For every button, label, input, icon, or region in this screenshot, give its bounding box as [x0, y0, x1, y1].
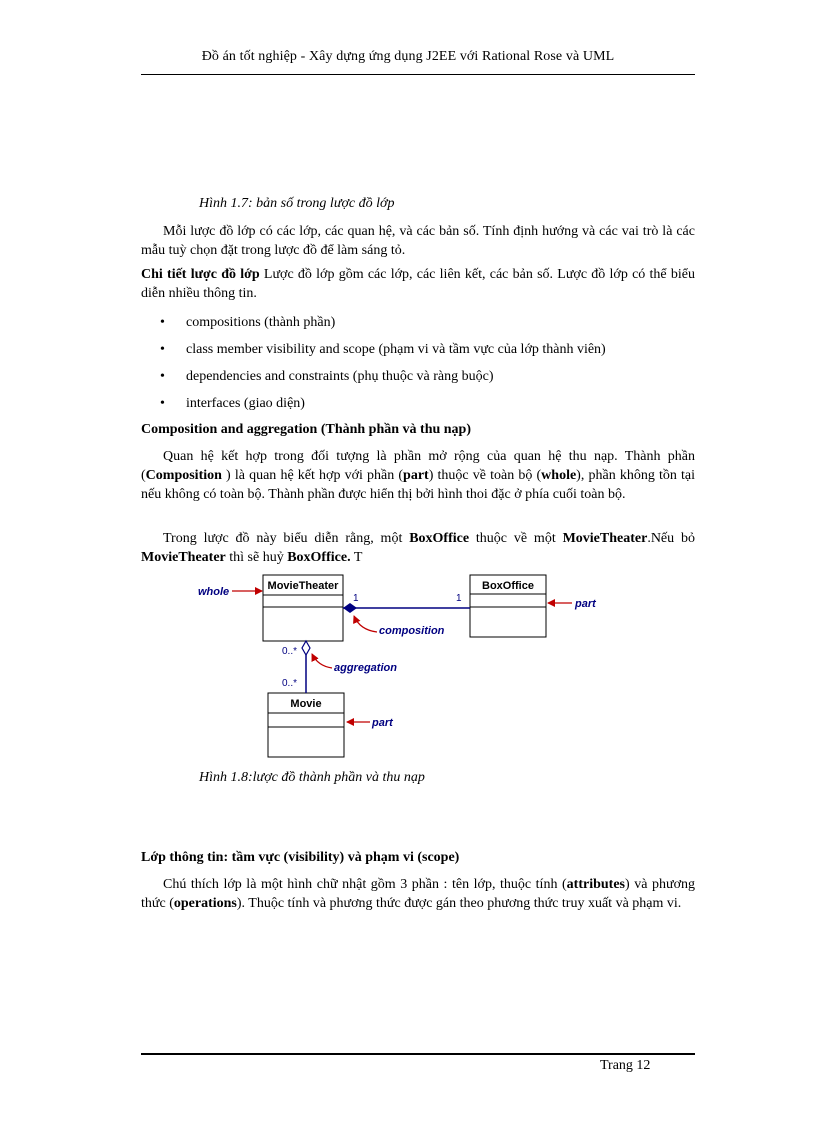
page-number: Trang 12 — [600, 1058, 651, 1073]
bold-run: attributes — [566, 877, 625, 892]
footer-rule — [141, 1053, 695, 1055]
list-item-text: dependencies and constraints (phụ thuộc và ràng buộc) — [186, 369, 494, 384]
text-run: T — [350, 550, 363, 565]
list-item-text: compositions (thành phần) — [186, 315, 336, 330]
list-item — [141, 340, 695, 367]
text-run: thuộc về một — [469, 531, 563, 546]
bold-run: MovieTheater — [141, 550, 226, 565]
class-name-movie: Movie — [290, 698, 322, 710]
list-item — [141, 367, 695, 394]
text-run: ) là quan hệ kết hợp với phần ( — [221, 468, 404, 483]
text-run: ), phần không tồn tại nếu không có toàn bộ. Thành phần được hiển thị bởi hình thoi đặc ở phía cuối toàn bộ. — [141, 468, 695, 502]
bold-run: BoxOffice. — [287, 550, 351, 565]
text-run: Quan hệ kết hợp trong đối tượng là phần mở rộng của quan hệ thu nạp. Thành phần ( — [141, 449, 695, 483]
composition-diamond-icon — [343, 603, 357, 613]
bullet-dot-icon: • — [160, 315, 165, 330]
uml-composition-aggregation-diagram — [190, 570, 620, 765]
text-run: ) thuộc về toàn bộ ( — [428, 468, 542, 483]
multiplicity-agg-top: 0..* — [282, 646, 298, 657]
multiplicity-left: 1 — [353, 593, 359, 604]
bold-run: BoxOffice — [409, 531, 470, 546]
class-name-boxoffice: BoxOffice — [482, 580, 534, 592]
text-run: .Nếu bỏ — [647, 531, 695, 546]
figure-1-8-caption: Hình 1.8:lược đồ thành phần và thu nạp — [199, 770, 425, 785]
paragraph-class-diagram-detail — [141, 265, 695, 303]
aggregation-diamond-icon — [302, 641, 310, 655]
figure-1-7-caption: Hình 1.7: bản số trong lược đồ lớp — [199, 196, 395, 211]
list-item — [141, 313, 695, 340]
class-name-movietheater: MovieTheater — [267, 580, 339, 592]
label-composition: composition — [379, 625, 445, 637]
bullet-dot-icon: • — [160, 342, 165, 357]
class-box-boxoffice — [470, 575, 546, 637]
aggregation-arrow-icon — [312, 654, 332, 668]
label-whole: whole — [198, 586, 230, 598]
text-run: Trong lược đồ này biểu diễn rằng, một — [163, 531, 410, 546]
feature-bullet-list — [141, 313, 695, 421]
label-aggregation: aggregation — [334, 662, 397, 674]
label-part-top: part — [575, 598, 596, 610]
visibility-heading: Lớp thông tin: tầm vực (visibility) và phạm vi (scope) — [141, 850, 460, 865]
detail-label: Chi tiết lược đồ lớp — [141, 267, 260, 282]
page-header-title: Đồ án tốt nghiệp - Xây dựng ứng dụng J2EE với Rational Rose và UML — [201, 49, 615, 64]
composition-heading: Composition and aggregation (Thành phần và thu nạp) — [141, 422, 472, 437]
multiplicity-agg-bottom: 0..* — [282, 678, 298, 689]
paragraph-composition — [141, 447, 695, 504]
paragraph-boxoffice — [141, 529, 695, 567]
text-run: ) và phương thức ( — [141, 877, 695, 911]
bold-run: operations — [173, 896, 237, 911]
bold-run: part — [403, 468, 429, 483]
bold-run: MovieTheater — [562, 531, 648, 546]
bold-run: Composition — [145, 468, 222, 483]
bullet-dot-icon: • — [160, 369, 165, 384]
paragraph-visibility — [141, 875, 695, 913]
label-part-bottom: part — [372, 717, 393, 729]
class-box-movietheater — [263, 575, 343, 641]
multiplicity-right: 1 — [456, 593, 462, 604]
header-rule — [141, 74, 695, 75]
list-item — [141, 394, 695, 421]
list-item-text: class member visibility and scope (phạm vi và tầm vực của lớp thành viên) — [186, 342, 606, 357]
list-item-text: interfaces (giao diện) — [186, 396, 305, 411]
bold-run: whole — [541, 468, 577, 483]
detail-text: Lược đồ lớp gồm các lớp, các liên kết, các bản số. Lược đồ lớp có thể biểu diễn nhiều thông tin. — [141, 267, 695, 301]
text-run: ). Thuộc tính và phương thức được gán theo phương thức truy xuất và phạm vi. — [236, 896, 682, 911]
bullet-dot-icon: • — [160, 396, 165, 411]
paragraph-class-diagram-intro: Mỗi lược đồ lớp có các lớp, các quan hệ, và các bản số. Tính định hướng và các vai trò là các mẫu tuỳ chọn đặt trong lược đồ để làm sáng tỏ. — [141, 224, 695, 258]
composition-arrow-icon — [354, 616, 377, 632]
text-run: thì sẽ huỷ — [225, 550, 288, 565]
class-box-movie — [268, 693, 344, 757]
text-run: Chú thích lớp là một hình chữ nhật gồm 3 phần : tên lớp, thuộc tính ( — [163, 877, 567, 892]
